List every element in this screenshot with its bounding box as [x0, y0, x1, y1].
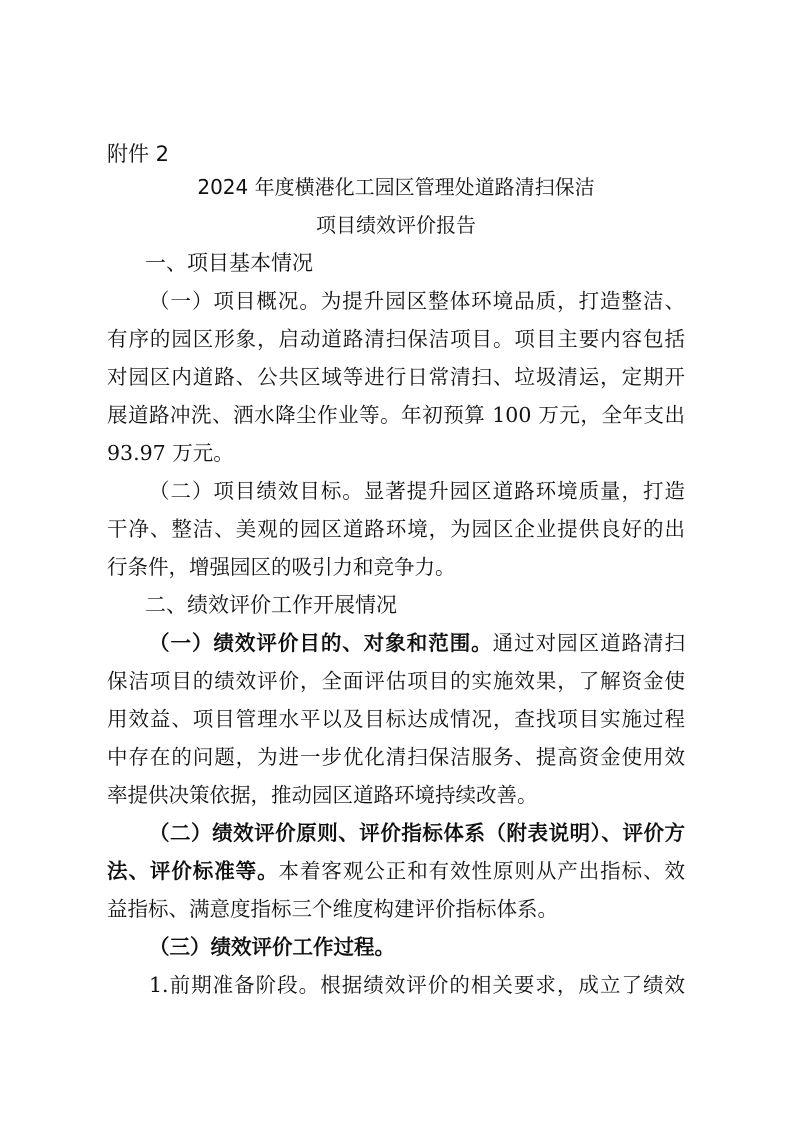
paragraph-line	[107, 852, 685, 890]
section-heading-basic-info: 一、项目基本情况	[145, 251, 313, 275]
document-title-line-1: 2024 年度横港化工园区管理处道路清扫保洁	[197, 175, 595, 199]
paragraph-line: 行条件，增强园区的吸引力和竞争力。	[107, 555, 456, 579]
paragraph-line: 有序的园区形象，启动道路清扫保洁项目。项目主要内容包括	[107, 327, 685, 351]
paragraph-line: 1.前期准备阶段。根据绩效评价的相关要求，成立了绩效	[149, 973, 685, 997]
paragraph-line	[107, 624, 685, 662]
paragraph-line: 干净、整洁、美观的园区道路环境，为园区企业提供良好的出	[107, 517, 685, 541]
paragraph-text: 通过对园区道路清扫	[492, 631, 685, 655]
subheading-process: （三）绩效评价工作过程。	[149, 935, 395, 959]
section-heading-evaluation: 二、绩效评价工作开展情况	[145, 593, 397, 617]
document-title-line-2: 项目绩效评价报告	[316, 213, 476, 237]
document-body	[107, 168, 685, 1004]
paragraph-line: （二）项目绩效目标。显著提升园区道路环境质量，打造	[149, 479, 685, 503]
paragraph-line: 展道路冲洗、洒水降尘作业等。年初预算 100 万元，全年支出	[107, 403, 685, 427]
attachment-label: 附件 2	[107, 142, 170, 166]
paragraph-line: （一）项目概况。为提升园区整体环境品质，打造整洁、	[149, 289, 685, 313]
paragraph-line: 率提供决策依据，推动园区道路环境持续改善。	[107, 783, 538, 807]
paragraph-line: 对园区内道路、公共区域等进行日常清扫、垃圾清运，定期开	[107, 365, 685, 389]
subheading-principles: （二）绩效评价原则、评价指标体系（附表说明）、评价方	[149, 821, 685, 845]
paragraph-text: 本着客观公正和有效性原则从产出指标、效	[278, 859, 685, 883]
paragraph-line: 益指标、满意度指标三个维度构建评价指标体系。	[107, 897, 558, 921]
paragraph-line: 用效益、项目管理水平以及目标达成情况，查找项目实施过程	[107, 707, 685, 731]
paragraph-line: 93.97 万元。	[107, 441, 234, 465]
paragraph-line	[107, 928, 685, 966]
subheading-purpose: （一）绩效评价目的、对象和范围。	[149, 631, 493, 655]
paragraph-line: 中存在的问题，为进一步优化清扫保洁服务、提高资金使用效	[107, 745, 685, 769]
paragraph-line	[107, 814, 685, 852]
subheading-principles-cont: 法、评价标准等。	[107, 859, 279, 883]
paragraph-line: 保洁项目的绩效评价，全面评估项目的实施效果，了解资金使	[107, 669, 685, 693]
